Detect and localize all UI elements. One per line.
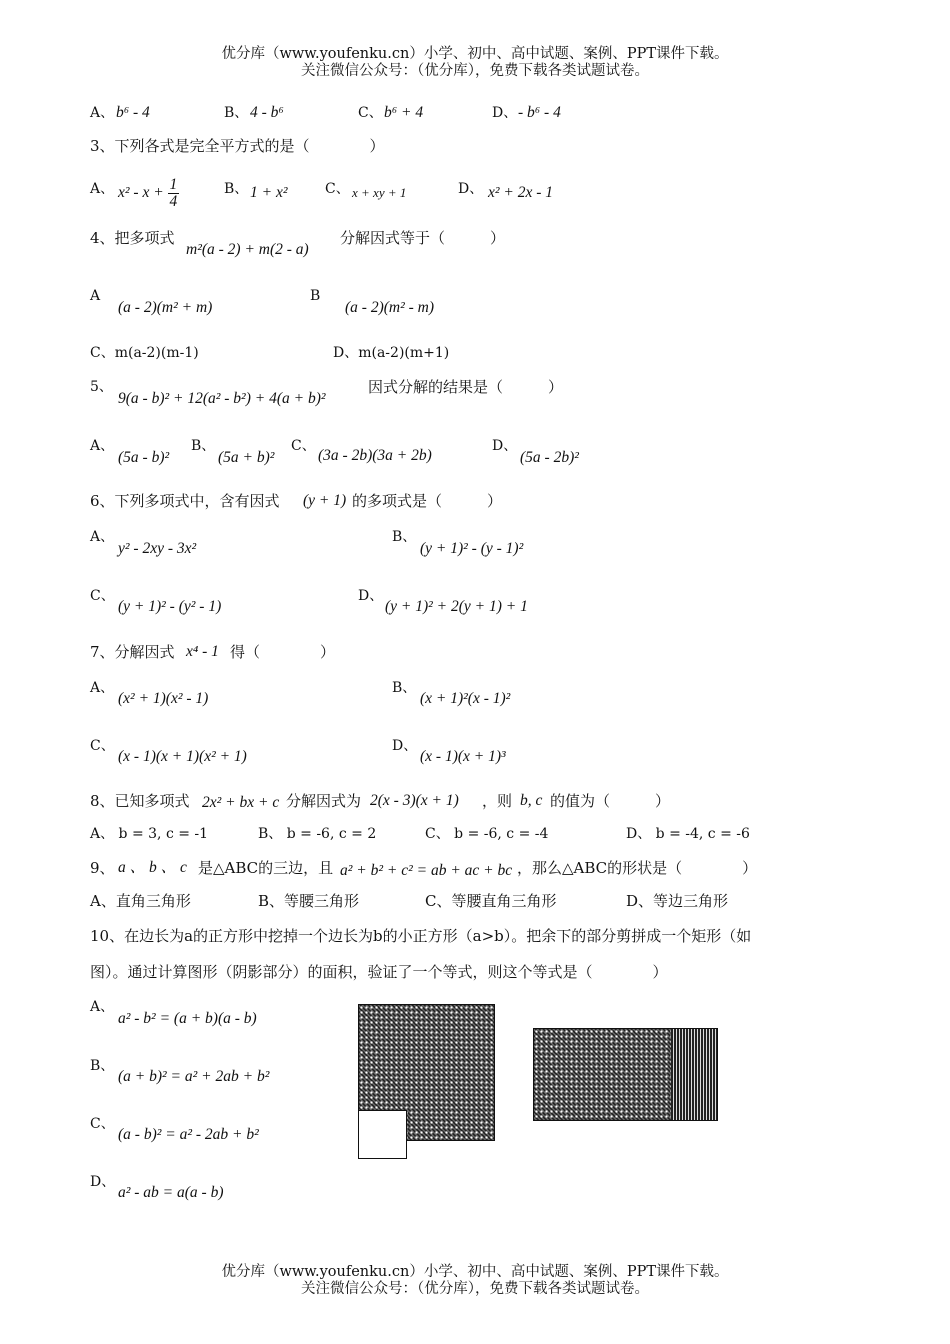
q8-stem-math2: 2(x - 3)(x + 1) <box>370 792 459 809</box>
q7-stem-post: 得（ ） <box>230 643 336 661</box>
q5-c-label: C、 <box>291 438 316 454</box>
q10-a-label: A、 <box>90 999 115 1015</box>
q4-stem-pre: 4、把多项式 <box>90 229 175 247</box>
q10-d: a² - ab = a(a - b) <box>118 1184 224 1201</box>
q5-a-label: A、 <box>90 438 115 454</box>
q9-d: D、等边三角形 <box>626 892 729 910</box>
q9-b: B、等腰三角形 <box>258 892 360 910</box>
q9-stem-mid: 是△ABC的三边，且 <box>198 859 334 877</box>
q2-b-label: B、 <box>224 105 249 121</box>
q5-b-label: B、 <box>191 438 216 454</box>
q7-b: (x + 1)²(x - 1)² <box>420 690 511 707</box>
q5-num: 5、 <box>90 379 113 395</box>
q7-c-label: C、 <box>90 738 115 754</box>
q2-d: - b⁶ - 4 <box>518 104 561 121</box>
q9-stem-math: a² + b² + c² = ab + ac + bc <box>340 862 513 879</box>
q6-stem-pre: 6、下列多项式中，含有因式 <box>90 492 280 510</box>
q7-d: (x - 1)(x + 1)³ <box>420 748 506 765</box>
q5-a: (5a - b)² <box>118 449 170 466</box>
figure-rectangle-part-2 <box>671 1028 718 1121</box>
q3-a-expr: x² - x + <box>118 184 164 201</box>
q2-b: 4 - b⁶ <box>250 104 284 121</box>
figure-small-square-removed <box>358 1110 407 1159</box>
q4-a-label: A <box>90 288 101 304</box>
q3-a-den: 4 <box>169 192 178 210</box>
q5-b: (5a + b)² <box>218 449 275 466</box>
q3-b: 1 + x² <box>250 184 288 201</box>
q2-d-label: D、 <box>492 105 518 121</box>
q3-a-num: 1 <box>169 175 178 193</box>
figure-rectangle-part-1 <box>533 1028 673 1121</box>
q9-stem-post: ，那么△ABC的形状是（ ） <box>517 859 758 877</box>
q10-c-label: C、 <box>90 1116 115 1132</box>
q4-b: (a - 2)(m² - m) <box>345 299 435 316</box>
q6-a-label: A、 <box>90 529 115 545</box>
q10-d-label: D、 <box>90 1174 116 1190</box>
q10-b-label: B、 <box>90 1058 115 1074</box>
q8-d: D、 b = -4, c = -6 <box>626 826 750 842</box>
q8-stem-math3: b, c <box>520 792 543 809</box>
q2-a: b⁶ - 4 <box>116 104 150 121</box>
q10-b: (a + b)² = a² + 2ab + b² <box>118 1068 270 1085</box>
q8-stem-pre: 8、已知多项式 <box>90 792 190 810</box>
q8-b: B、 b = -6, c = 2 <box>258 826 377 842</box>
q8-stem-math: 2x² + bx + c <box>202 794 280 811</box>
q9-c: C、等腰直角三角形 <box>425 892 557 910</box>
q6-c: (y + 1)² - (y² - 1) <box>118 598 222 615</box>
header-line-2: 关注微信公众号：（优分库），免费下载各类试题试卷。 <box>301 63 649 79</box>
q7-a-label: A、 <box>90 680 115 696</box>
q5-c: (3a - 2b)(3a + 2b) <box>318 447 432 464</box>
q9-stem-pre: 9、 <box>90 859 115 877</box>
q4-a: (a - 2)(m² + m) <box>118 299 213 316</box>
q4-stem-post: 分解因式等于（ ） <box>340 229 506 247</box>
q7-stem-math: x⁴ - 1 <box>186 643 219 660</box>
q3-stem: 3、下列各式是完全平方式的是（ ） <box>90 137 385 155</box>
q6-a: y² - 2xy - 3x² <box>118 540 197 557</box>
q4-b-label: B <box>310 288 321 304</box>
q10-c: (a - b)² = a² - 2ab + b² <box>118 1126 259 1143</box>
q6-b: (y + 1)² - (y - 1)² <box>420 540 524 557</box>
q7-c: (x - 1)(x + 1)(x² + 1) <box>118 748 247 765</box>
q9-a: A、直角三角形 <box>90 892 191 910</box>
footer-line-2: 关注微信公众号：（优分库），免费下载各类试题试卷。 <box>301 1281 649 1297</box>
q3-d-label: D、 <box>458 181 484 197</box>
q8-a: A、 b = 3, c = -1 <box>90 826 209 842</box>
q3-b-label: B、 <box>224 181 249 197</box>
q5-stem-post: 因式分解的结果是（ ） <box>368 378 564 396</box>
q5-stem-math: 9(a - b)² + 12(a² - b²) + 4(a + b)² <box>118 390 326 407</box>
q7-stem-pre: 7、分解因式 <box>90 643 175 661</box>
q3-a-label: A、 <box>90 181 115 197</box>
q7-d-label: D、 <box>392 738 418 754</box>
q6-c-label: C、 <box>90 588 115 604</box>
q3-c-label: C、 <box>325 181 350 197</box>
q3-d: x² + 2x - 1 <box>488 184 554 201</box>
q4-d: D、m(a-2)(m+1) <box>333 345 450 361</box>
q3-c: x + xy + 1 <box>352 185 407 200</box>
q7-b-label: B、 <box>392 680 417 696</box>
q2-a-label: A、 <box>90 105 115 121</box>
q6-stem-math: (y + 1) <box>303 492 347 509</box>
q10-line-2: 图）。通过计算图形（阴影部分）的面积，验证了一个等式，则这个等式是（ ） <box>90 963 668 981</box>
q6-stem-post: 的多项式是（ ） <box>352 492 503 510</box>
q8-stem-post: 的值为（ ） <box>550 792 671 810</box>
q6-b-label: B、 <box>392 529 417 545</box>
q10-a: a² - b² = (a + b)(a - b) <box>118 1010 257 1027</box>
q5-d: (5a - 2b)² <box>520 449 579 466</box>
q8-c: C、 b = -6, c = -4 <box>425 826 549 842</box>
q9-abc: a 、 b 、 c <box>118 859 187 876</box>
q10-line-1: 10、在边长为a的正方形中挖掉一个边长为b的小正方形（a>b）。把余下的部分剪拼成一个矩形（如 <box>90 927 752 945</box>
footer-line-1: 优分库（www.youfenku.cn）小学、初中、高中试题、案例、PPT课件下载。 <box>221 1264 729 1280</box>
q4-stem-math: m²(a - 2) + m(2 - a) <box>186 241 309 258</box>
q3-a <box>118 173 179 213</box>
q4-c: C、m(a-2)(m-1) <box>90 345 199 361</box>
q2-c: b⁶ + 4 <box>384 104 424 121</box>
q6-d: (y + 1)² + 2(y + 1) + 1 <box>385 598 528 615</box>
q7-a: (x² + 1)(x² - 1) <box>118 690 209 707</box>
q8-stem-mid: 分解因式为 <box>286 792 362 810</box>
q8-stem-mid2: ，则 <box>482 792 513 810</box>
q3-a-fraction <box>168 177 180 210</box>
header-line-1: 优分库（www.youfenku.cn）小学、初中、高中试题、案例、PPT课件下载。 <box>221 46 729 62</box>
q6-d-label: D、 <box>358 588 384 604</box>
q5-d-label: D、 <box>492 438 518 454</box>
q2-c-label: C、 <box>358 105 383 121</box>
